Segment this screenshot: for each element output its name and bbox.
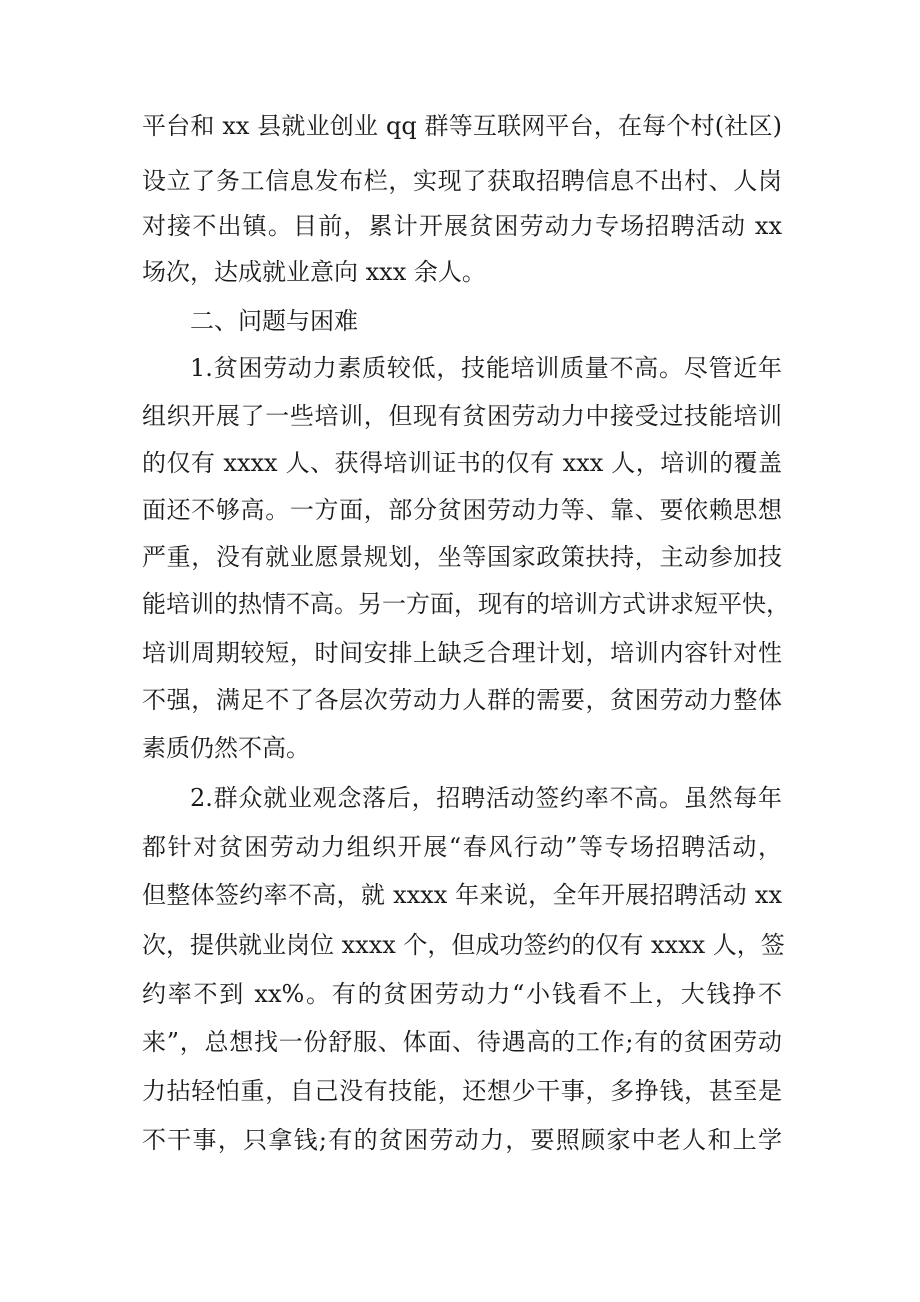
paragraph-line: 严重，没有就业愿景规划，坐等国家政策扶持，主动参加技 [142, 543, 782, 571]
paragraph-line: 的仅有 xxxx 人、获得培训证书的仅有 xxx 人，培训的覆盖 [142, 449, 782, 477]
paragraph-line: 培训周期较短，时间安排上缺乏合理计划，培训内容针对性 [142, 639, 782, 667]
paragraph-line: 场次，达成就业意向 xxx 余人。 [142, 258, 486, 286]
paragraph-line: 次，提供就业岗位 xxxx 个，但成功签约的仅有 xxxx 人，签 [142, 931, 785, 959]
paragraph-line: 平台和 xx 县就业创业 qq 群等互联网平台，在每个村(社区) [142, 112, 782, 140]
paragraph-line: 力拈轻怕重，自己没有技能，还想少干事，多挣钱，甚至是 [142, 1077, 782, 1105]
paragraph-line: 不强，满足不了各层次劳动力人群的需要，贫困劳动力整体 [142, 686, 782, 714]
paragraph-line: 来”，总想找一份舒服、体面、待遇高的工作;有的贫困劳动 [142, 1028, 782, 1056]
paragraph-line: 能培训的热情不高。另一方面，现有的培训方式讲求短平快， [142, 590, 790, 618]
paragraph-line: 设立了务工信息发布栏，实现了获取招聘信息不出村、人岗 [142, 167, 782, 195]
paragraph-line: 都针对贫困劳动力组织开展“春风行动”等专场招聘活动， [142, 833, 782, 861]
section-heading: 二、问题与困难 [190, 307, 358, 335]
paragraph-line: 1.贫困劳动力素质较低，技能培训质量不高。尽管近年 [190, 354, 782, 382]
paragraph-line: 不干事，只拿钱;有的贫困劳动力，要照顾家中老人和上学 [142, 1126, 782, 1154]
paragraph-line: 但整体签约率不高，就 xxxx 年来说，全年开展招聘活动 xx [142, 881, 782, 909]
paragraph-line: 约率不到 xx%。有的贫困劳动力“小钱看不上，大钱挣不 [142, 980, 782, 1008]
paragraph-line: 2.群众就业观念落后，招聘活动签约率不高。虽然每年 [190, 784, 782, 812]
paragraph-line: 对接不出镇。目前，累计开展贫困劳动力专场招聘活动 xx [142, 212, 782, 240]
paragraph-line: 面还不够高。一方面，部分贫困劳动力等、靠、要依赖思想 [142, 496, 782, 524]
paragraph-line: 素质仍然不高。 [142, 734, 310, 762]
paragraph-line: 组织开展了一些培训，但现有贫困劳动力中接受过技能培训 [142, 402, 782, 430]
